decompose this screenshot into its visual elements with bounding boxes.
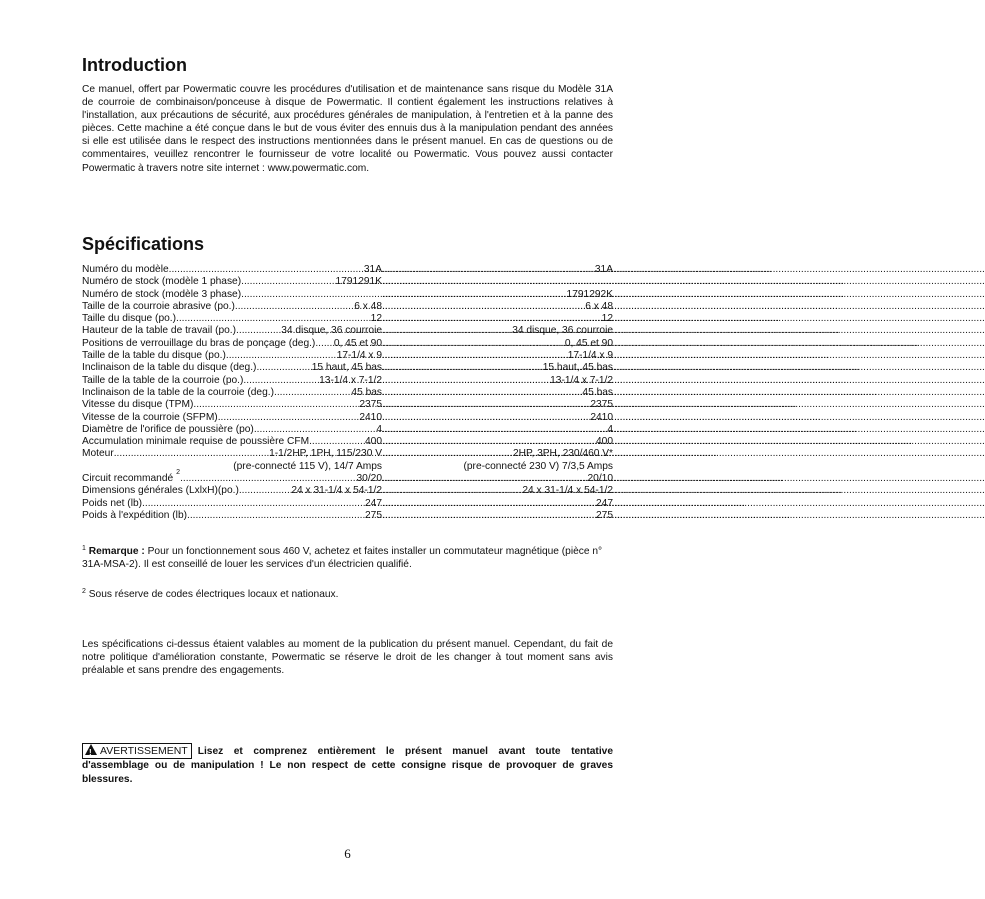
dot-leader <box>382 264 595 276</box>
spec-label: Dimensions générales (LxlxH)(po.) <box>82 485 239 497</box>
spec-label: Poids net (lb) <box>82 497 143 509</box>
spec-row <box>82 375 613 387</box>
spec-value-1ph: 4 <box>376 423 382 435</box>
spec-col-single-phase <box>82 338 382 350</box>
specifications-heading: Spécifications <box>82 234 205 254</box>
dot-leader <box>382 276 613 288</box>
spec-col-three-phase <box>382 498 613 510</box>
spec-row <box>82 338 613 350</box>
spec-row <box>82 313 613 325</box>
spec-value-1ph: 13-1/4 x 7-1/2 <box>319 374 382 386</box>
footnote-2-marker: 2 <box>82 588 86 595</box>
validity-paragraph: Les spécifications ci-dessus étaient valables au moment de la publication du présent manuel. Cependant, du fait de notre politique d'amélioration constante, Powermatic se réserve le droit de les changer à tout moment sans avis préalable et sans prendre des engagements. <box>82 639 613 677</box>
dot-leader <box>169 264 364 276</box>
spec-col-three-phase <box>382 387 613 399</box>
spec-col-three-phase <box>382 375 613 387</box>
dot-leader <box>382 301 585 313</box>
spec-value-3ph: 400 <box>596 436 613 448</box>
spec-value-1ph: 6 x 48 <box>354 300 382 312</box>
dot-leader <box>243 375 319 387</box>
dot-leader <box>382 313 602 325</box>
spec-label: Taille du disque (po.) <box>82 313 177 325</box>
motor-detail-3ph: (pre-connecté 230 V) 7/3,5 Amps <box>463 460 613 472</box>
dot-leader <box>218 412 360 424</box>
introduction-paragraph: Ce manuel, offert par Powermatic couvre les procédures d'utilisation et de maintenance sans risque du Modèle 31A de courroie de combinaison/ponceuse à disque de Powermatic. Il contient également les instructions relatives à l'installation, aux précautions de sécurité, aux procédures générales de manipulation, à l'entretien et à la panne des pièces. Cette machine a été conçue dans le but de vous éviter des ennuis dus à la manipulation pendant des années si elle est utilisée dans le respect des instructions mentionnées dans le présent manuel. En cas de questions ou de commentaires, veuillez rencontrer le fournisseur de votre localité ou Powermatic. Vous pouvez aussi contacter Powermatic à travers notre site internet : www.powermatic.com. <box>82 84 613 174</box>
spec-label: Inclinaison de la table de la courroie (deg.) <box>82 386 274 398</box>
spec-col-single-phase <box>82 387 382 399</box>
spec-row <box>82 412 613 424</box>
spec-col-three-phase <box>382 313 613 325</box>
spec-col-single-phase <box>82 301 382 313</box>
spec-label: Poids à l'expédition (lb) <box>82 509 188 521</box>
spec-label: Taille de la table de la courroie (po.) <box>82 374 244 386</box>
spec-value-1ph: 0, 45 et 90 <box>333 337 382 349</box>
spec-row <box>82 448 613 460</box>
spec-label: Vitesse du disque (TPM) <box>82 399 194 411</box>
spec-value-3ph: 13-1/4 x 7-1/2 <box>550 374 613 386</box>
spec-col-three-phase <box>382 510 613 522</box>
dot-leader <box>241 289 382 301</box>
warning-block <box>82 743 613 787</box>
spec-col-single-phase <box>82 469 382 485</box>
spec-value-3ph: 247 <box>596 497 613 509</box>
spec-row <box>82 301 613 313</box>
dot-leader <box>382 375 550 387</box>
spec-row <box>82 485 613 497</box>
dot-leader <box>382 387 582 399</box>
dot-leader <box>256 362 311 374</box>
dot-leader <box>226 350 337 362</box>
spec-row <box>82 469 613 485</box>
spec-value-1ph: 30/20 <box>356 473 382 485</box>
spec-value-1ph: 12 <box>370 313 382 325</box>
dot-leader <box>382 485 522 497</box>
spec-value-3ph: 2375 <box>590 399 613 411</box>
spec-value-1ph: 2410 <box>359 411 382 423</box>
warning-badge-label: AVERTISSEMENT <box>100 745 188 757</box>
footnote-1-text: Pour un fonctionnement sous 460 V, achetez et faites installer un commutateur magnétique (pièce n° 31A-MSA-2). Il est conseillé de louer les services d'un électricien qualifié. <box>82 546 603 571</box>
spec-value-3ph: 0, 45 et 90 <box>564 337 613 349</box>
spec-row <box>82 498 613 510</box>
page-number: 6 <box>344 846 351 861</box>
spec-label: Accumulation minimale requise de poussière CFM <box>82 436 310 448</box>
spec-value-3ph: 24 x 31-1/4 x 54-1/2 <box>522 485 613 497</box>
spec-col-single-phase <box>82 436 382 448</box>
spec-col-single-phase <box>82 412 382 424</box>
dot-leader <box>382 424 607 436</box>
spec-col-single-phase <box>82 313 382 325</box>
specifications-table <box>82 264 613 522</box>
introduction-heading: Introduction <box>82 55 187 75</box>
dot-leader <box>382 473 588 485</box>
spec-row <box>82 350 613 362</box>
spec-value-3ph: 20/10 <box>587 473 613 485</box>
spec-col-single-phase <box>82 424 382 436</box>
spec-row <box>82 289 613 301</box>
spec-row <box>82 436 613 448</box>
dot-leader <box>382 448 513 460</box>
dot-leader <box>382 436 596 448</box>
spec-col-three-phase <box>382 264 613 276</box>
spec-col-single-phase <box>82 325 382 337</box>
spec-value-3ph: 4 <box>607 423 613 435</box>
warning-text: Lisez et comprenez entièrement le présent manuel avant toute tentative d'assemblage ou de manipulation ! Le non respect de cette consigne risque de provoquer de graves blessures. <box>82 746 613 785</box>
spec-col-three-phase <box>382 424 613 436</box>
spec-value-3ph: 17-1/4 x 9 <box>567 350 613 362</box>
dot-leader <box>382 362 543 374</box>
spec-value-1ph: 400 <box>365 436 382 448</box>
spec-col-single-phase <box>82 448 382 460</box>
spec-col-single-phase <box>82 498 382 510</box>
dot-leader <box>239 485 292 497</box>
footnote-1 <box>82 545 613 571</box>
dot-leader <box>193 399 359 411</box>
warning-triangle-icon <box>85 744 97 755</box>
spec-col-single-phase <box>82 350 382 362</box>
spec-label: Inclinaison de la table du disque (deg.) <box>82 362 257 374</box>
spec-col-three-phase <box>382 362 613 374</box>
spec-col-three-phase <box>382 485 613 497</box>
spec-value-3ph: 1791292K <box>566 288 613 300</box>
spec-row <box>82 399 613 411</box>
footnote-1-marker: 1 <box>82 545 86 552</box>
dot-leader <box>142 498 365 510</box>
spec-col-single-phase <box>82 485 382 497</box>
spec-col-single-phase <box>82 276 382 288</box>
spec-col-three-phase <box>382 325 613 337</box>
dot-leader <box>187 510 365 522</box>
spec-value-3ph: 34 disque, 36 courroie <box>512 325 613 337</box>
dot-leader <box>235 301 354 313</box>
spec-col-single-phase <box>82 289 382 301</box>
spec-value-1ph: 1791291K <box>335 276 382 288</box>
motor-detail-1ph: (pre-connecté 115 V), 14/7 Amps <box>233 460 382 472</box>
spec-label: Hauteur de la table de travail (po.) <box>82 325 237 337</box>
spec-label: Numéro du modèle <box>82 264 169 275</box>
spec-col-single-phase <box>82 510 382 522</box>
spec-row <box>82 387 613 399</box>
footnote-2 <box>82 588 613 601</box>
spec-col-three-phase <box>382 412 613 424</box>
dot-leader <box>176 313 371 325</box>
dot-leader <box>382 412 590 424</box>
spec-col-three-phase <box>382 350 613 362</box>
dot-leader <box>382 510 596 522</box>
spec-row <box>82 510 613 522</box>
dot-leader <box>382 325 512 337</box>
spec-row <box>82 264 613 276</box>
dot-leader <box>382 399 590 411</box>
spec-col-three-phase <box>382 436 613 448</box>
spec-col-three-phase <box>382 473 613 485</box>
spec-col-three-phase <box>382 276 613 288</box>
spec-label: Diamètre de l'orifice de poussière (po) <box>82 423 254 435</box>
spec-value-1ph: 247 <box>365 497 382 509</box>
spec-label: Moteur <box>82 448 114 460</box>
warning-badge <box>82 743 192 759</box>
spec-value-1ph: 24 x 31-1/4 x 54-1/2 <box>291 485 382 497</box>
dot-leader <box>254 424 377 436</box>
spec-col-three-phase <box>382 448 613 460</box>
spec-value-1ph: 1-1/2HP, 1PH, 115/230 V <box>269 448 382 460</box>
spec-value-1ph: 275 <box>365 509 382 521</box>
spec-row <box>82 276 613 288</box>
spec-row <box>82 424 613 436</box>
spec-col-single-phase <box>82 264 382 276</box>
dot-leader <box>315 338 334 350</box>
spec-col-three-phase <box>382 289 613 301</box>
spec-value-1ph: 15 haut, 45 bas <box>311 362 382 374</box>
spec-label: Vitesse de la courroie (SFPM) <box>82 411 218 423</box>
spec-value-1ph: 17-1/4 x 9 <box>336 350 382 362</box>
motor-detail-row <box>82 461 613 473</box>
dot-leader <box>274 387 351 399</box>
dot-leader <box>309 436 365 448</box>
spec-value-3ph: 275 <box>596 509 613 521</box>
spec-value-3ph: 6 x 48 <box>585 300 613 312</box>
spec-value-3ph: 2410 <box>590 411 613 423</box>
dot-leader <box>382 289 567 301</box>
spec-label: Circuit recommandé <box>82 473 174 485</box>
spec-label: Numéro de stock (modèle 3 phase) <box>82 288 242 300</box>
dot-leader <box>382 498 596 510</box>
spec-label: Positions de verrouillage du bras de ponçage (deg.) <box>82 337 316 349</box>
spec-col-three-phase <box>382 338 613 350</box>
dot-leader <box>382 338 565 350</box>
spec-value-3ph: 2HP, 3PH, 230/460 V* <box>512 448 613 460</box>
spec-value-1ph: 31A <box>363 264 382 275</box>
spec-label: Taille de la table du disque (po.) <box>82 350 226 362</box>
spec-value-3ph: 31A <box>594 264 613 275</box>
dot-leader <box>236 325 281 337</box>
dot-leader <box>382 350 568 362</box>
spec-col-three-phase <box>382 399 613 411</box>
spec-value-1ph: 34 disque, 36 courroie <box>281 325 382 337</box>
footnote-1-label: Remarque : <box>88 546 145 557</box>
dot-leader <box>180 473 356 485</box>
spec-label: Numéro de stock (modèle 1 phase) <box>82 276 242 288</box>
footnote-2-text: Sous réserve de codes électriques locaux et nationaux. <box>85 589 339 600</box>
dot-leader <box>114 448 269 460</box>
spec-value-1ph: 2375 <box>359 399 382 411</box>
spec-value-1ph: 45 bas <box>351 386 382 398</box>
spec-col-single-phase <box>82 362 382 374</box>
spec-row <box>82 362 613 374</box>
spec-col-single-phase <box>82 375 382 387</box>
spec-value-3ph: 12 <box>601 313 613 325</box>
spec-col-single-phase <box>82 399 382 411</box>
spec-label: Taille de la courroie abrasive (po.) <box>82 300 235 312</box>
spec-value-3ph: 15 haut, 45 bas <box>542 362 613 374</box>
spec-value-3ph: 45 bas <box>582 386 613 398</box>
spec-row <box>82 325 613 337</box>
spec-col-three-phase <box>382 301 613 313</box>
spec-footnote-marker: 2 <box>176 469 181 477</box>
dot-leader <box>241 276 335 288</box>
